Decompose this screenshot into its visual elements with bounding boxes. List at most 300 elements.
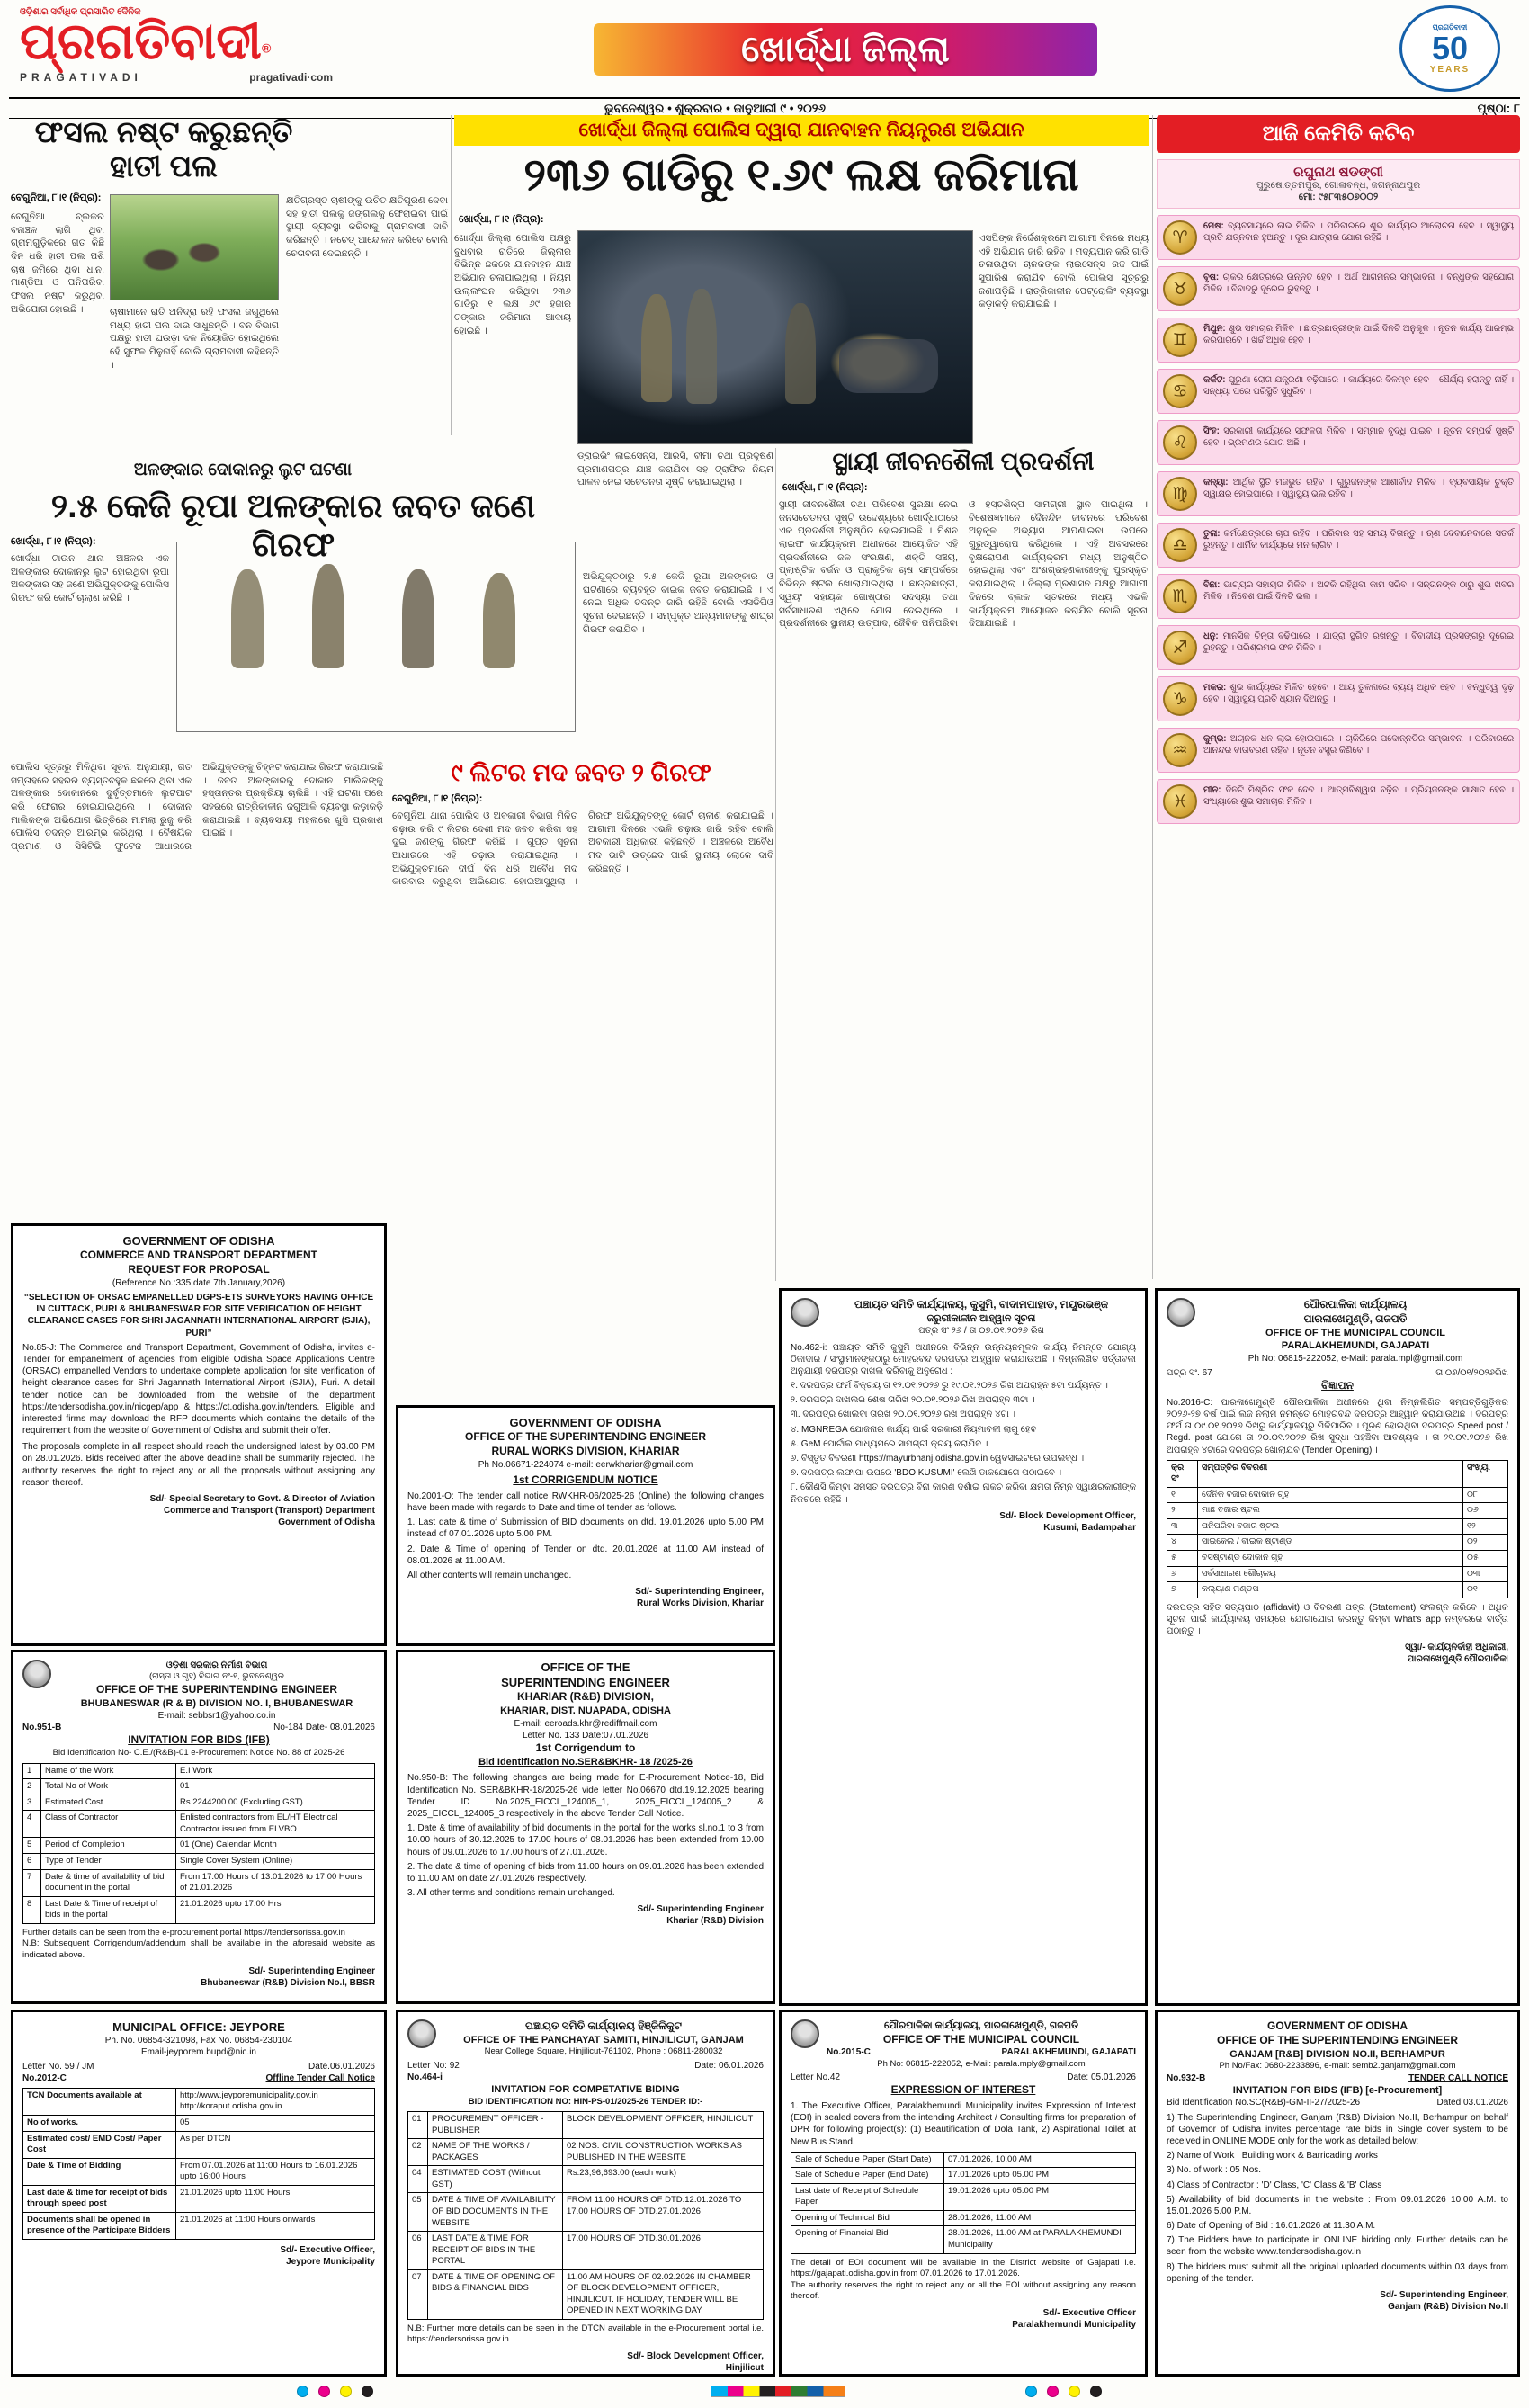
zodiac-sign-label: ମକର: (1203, 683, 1227, 693)
police-article-col-right: ଏସପିଙ୍କ ନିର୍ଦ୍ଦେଶକ୍ରମେ ଆଗାମୀ ଦିନରେ ମଧ୍ୟ ଏହି ଅଭିଯାନ ଜାରି ରହିବ । ମଦ୍ୟପାନ କରି ଗାଡି ଚଳାଉଥିବା ଚାଳକଙ୍କ ଲାଇସେନ୍ସ ରଦ୍ଦ ପାଇଁ ସୁପାରିଶ କରାଯିବ ବୋଲି ପୋଲିସ ସୂତ୍ରରୁ ଜଣାପଡ଼ିଛି । ରାତ୍ରିକାଳୀନ ପେଟ୍ରୋଲିଂ ବ୍ୟବସ୍ଥା କଡ଼ାକଡ଼ି କରାଯାଇଛି । (979, 233, 1149, 310)
bbsr-ifb-title: INVITATION FOR BIDS (IFB) (128, 1733, 270, 1747)
horoscope-item-text (1203, 374, 1514, 398)
parala-ad-signature-2: ପାରଳାଖେମୁଣ୍ଡି ପୌରପାଳିକା (1407, 1654, 1508, 1665)
lifestyle-article-body: ସ୍ଥାୟୀ ଜୀବନଶୈଳୀ ତଥା ପରିବେଶ ସୁରକ୍ଷା ନେଇ ଜନସଚେତନତା ସୃଷ୍ଟି ଉଦ୍ଦେଶ୍ୟରେ ଖୋର୍ଦ୍ଧାଠାରେ ଏକ ପ୍ରଦର୍ଶନୀ ଅନୁଷ୍ଠିତ ହୋଇଯାଇଛି । ମିଶନ ଲାଇଫ କାର୍ଯ୍ୟକ୍ରମ ଅଧୀନରେ ଆୟୋଜିତ ଏହି ପ୍ରଦର୍ଶନୀରେ ଜଳ ସଂରକ୍ଷଣ, ଶକ୍ତି ସଞ୍ଚୟ, ପ୍ଲାଷ୍ଟିକ ବର୍ଜନ ଓ ପ୍ରାକୃତିକ ଚାଷ ସମ୍ପର୍କରେ ବିଭିନ୍ନ ଷ୍ଟଲ ଖୋଲାଯାଇଥିଲା । ଛାତ୍ରଛାତ୍ରୀ, ସ୍ୱୟଂ ସହାୟକ ଗୋଷ୍ଠୀର ସଦସ୍ୟା ତଥା ସର୍ବସାଧାରଣ ଏଥିରେ ଯୋଗ ଦେଇଥିଲେ । ପ୍ରଦର୍ଶନୀରେ ସ୍ଥାନୀୟ ଉତ୍ପାଦ, ଜୈବିକ ପନିପରିବା ଓ ହସ୍ତଶିଳ୍ପ ସାମଗ୍ରୀ ସ୍ଥାନ ପାଇଥିଲା । ବିଶେଷଜ୍ଞମାନେ ଦୈନନ୍ଦିନ ଜୀବନରେ ପରିବେଶ ଅନୁକୂଳ ଅଭ୍ୟାସ ଆପଣାଇବା ଉପରେ ଗୁରୁତ୍ୱାରୋପ କରିଥିଲେ । ଏହି ଅବସରରେ ବୃକ୍ଷରୋପଣ କାର୍ଯ୍ୟକ୍ରମ ମଧ୍ୟ ଅନୁଷ୍ଠିତ ହୋଇଥିଲା ଏବଂ ଅଂଶଗ୍ରହଣକାରୀଙ୍କୁ ପୁରସ୍କୃତ କରାଯାଇଥିଲା । ଜିଲ୍ଲା ପ୍ରଶାସନ ପକ୍ଷରୁ ଆଗାମୀ ଦିନରେ ବ୍ଲକ ସ୍ତରରେ ମଧ୍ୟ ଏଭଳି କାର୍ଯ୍ୟକ୍ରମ ଆୟୋଜନ କରାଯିବ ବୋଲି ସୂଚନା ଦିଆଯାଇଛି । (779, 499, 1148, 630)
parala-ad-letter-no: ପତ୍ର ସଂ. 67 (1167, 1367, 1212, 1378)
parala-eoi-header (791, 2019, 1136, 2070)
table-row (791, 2183, 1136, 2210)
parala-eoi-letter-no: Letter No.42 (791, 2072, 841, 2083)
row-serial: 1 (23, 1763, 41, 1779)
khariar-intro: No.950-B: The following changes are being made for E-Procurement Notice-18, Bid Identification No. SER&BKHR-18/2025-26 vide letter No.06670 dtd.19.12.2025 bearing Tender ID No.2025_EICCL_124005_1, 2025_EICCL_124005_2 & 2025_EICCL_124005_3 respectively in the above Tender Call Notice. (407, 1773, 764, 1819)
zodiac-sign-icon: ♓ (1163, 784, 1197, 819)
edition-banner (594, 23, 1097, 76)
row-value: 28.01.2026, 11.00 AM (944, 2210, 1136, 2226)
photo-figure (402, 569, 434, 668)
parala-eoi-office-odia: ପୌରପାଳିକା କାର୍ଯ୍ୟାଳୟ, ପାରଳାଖେମୁଣ୍ଡି, ଗଜପତି (884, 2020, 1078, 2031)
jeypore-notice-title: Offline Tender Call Notice (265, 2072, 375, 2083)
registration-marks-right (1025, 2386, 1112, 2397)
horoscope-item-text (1203, 272, 1514, 295)
horoscope-item-text (1203, 682, 1514, 705)
parala-ad-office-en-2: PARALAKHEMUNDI, GAJAPATI (1281, 1340, 1430, 1352)
row-value: 17.00 HOURS OF DTD.30.01.2026 (563, 2232, 764, 2270)
row-serial: ୬ (1167, 1566, 1198, 1582)
hinjilicut-notice-no: No.464-i (407, 2072, 443, 2083)
row-value: Rs.23,96,693.00 (each work) (563, 2166, 764, 2193)
horoscope-astrologer-block (1157, 159, 1520, 209)
bbsr-table-body (23, 1763, 375, 1923)
parala-ad-table-body (1167, 1487, 1508, 1598)
table-row (791, 2226, 1136, 2253)
masthead-tagline: ଓଡ଼ିଶାର ସର୍ବାଧିକ ପ୍ରସାରିତ ଦୈନିକ (20, 7, 141, 17)
tender-ganjam-box (1155, 2010, 1520, 2377)
rfp-signature-2: Commerce and Transport (Transport) Department (163, 1506, 375, 1517)
anniversary-50-years-logo (1399, 5, 1500, 92)
horoscope-item (1157, 318, 1520, 363)
khariar-district: KHARIAR, DIST. NUAPADA, ODISHA (500, 1705, 671, 1717)
ganjam-govt-line: GOVERNMENT OF ODISHA (1266, 2019, 1408, 2032)
zodiac-prediction: ପୁରୁଣା ରୋଗ ଯନ୍ତ୍ରଣା ବଢ଼ିପାରେ । କାର୍ଯ୍ୟରେ ବିଳମ୍ବ ହେବ । ଧୈର୍ଯ୍ୟ ହରାନ୍ତୁ ନାହିଁ । ସନ୍ଧ୍ୟା ପରେ ପରିସ୍ଥିତି ସୁଧୁରିବ । (1203, 375, 1514, 398)
row-label: Last date & time for receipt of bids through speed post (23, 2185, 176, 2212)
jeypore-office: MUNICIPAL OFFICE: JEYPORE (112, 2020, 285, 2034)
table-row (23, 1896, 375, 1923)
row-label: କଲ୍ୟାଣ ମଣ୍ଡପ (1198, 1582, 1463, 1598)
kusumi-intro: No.462-i: ପଞ୍ଚାୟତ ସମିତି କୁସୁମି ଅଧୀନରେ ବିଭିନ୍ନ ଉନ୍ନୟନମୂଳକ କାର୍ଯ୍ୟ ନିମନ୍ତେ ଯୋଗ୍ୟ ଠିକାଦାର / ସଂସ୍ଥାମାନଙ୍କଠାରୁ ମୋହରବନ୍ଦ ଦରପତ୍ର ଆହ୍ୱାନ କରାଯାଉଅଛି । ନିମ୍ନଲିଖିତ ସର୍ତ୍ତାବଳୀ ଅନୁଯାୟୀ ଦରପତ୍ର ଦାଖଲ କରିବାକୁ ଅନୁରୋଧ : (791, 1342, 1136, 1376)
row-label: Last Date & Time of receipt of bids in the portal (41, 1896, 176, 1923)
table-row (23, 2212, 375, 2239)
parala-eoi-note-1: The detail of EOI document will be available in the District website of Gajapati i.e. https://gajapati.odisha.gov.in from 07.01.2026 to 17.01.2026. (791, 2257, 1136, 2279)
parala-ad-intro: No.2016-C: ପାରଳାଖେମୁଣ୍ଡି ପୌରପାଳିକା ଅଧୀନରେ ଥିବା ନିମ୍ନଲିଖିତ ସମ୍ପତ୍ତିଗୁଡ଼ିକର ୨୦୨୬-୨୭ ବର୍ଷ ପାଇଁ ଲିଜ ନିଲାମ ନିମନ୍ତେ ମୋହରବନ୍ଦ ଦରପତ୍ର ଆହ୍ୱାନ କରାଯାଉଅଛି । ଦରପତ୍ର ଫର୍ମ ତା ୦୯.୦୧.୨୦୨୬ ରିଖରୁ କାର୍ଯ୍ୟାଳୟରୁ ମିଳିପାରିବ । ପୂରଣ ହୋଇଥିବା ଦରପତ୍ର Speed post / Regd. post ଯୋଗେ ତା ୨୦.୦୧.୨୦୨୬ ରିଖ ସୁଦ୍ଧା ପହଞ୍ଚିବା ଆବଶ୍ୟକ । ତା ୨୧.୦୧.୨୦୨୬ ରିଖ ଅପରାହ୍ନ ୪ଟାରେ ଦରପତ୍ର ଖୋଲାଯିବ (Tender Opening) । (1167, 1397, 1508, 1455)
row-serial: ୪ (1167, 1535, 1198, 1551)
kusumi-item: ୭. ଦରପତ୍ର ଲଫାପା ଉପରେ 'BDO KUSUMI' ଲେଖି ଡାକଯୋଗେ ପଠାଇବେ । (791, 1468, 1062, 1479)
rfp-subject-quote: “SELECTION OF ORSAC EMPANELLED DGPS-ETS SURVEYORS HAVING OFFICE IN CUTTACK, PURI & BHUBANESWAR FOR SITE VERIFICATION OF HEIGHT CLEARANCE CASES FOR SHRI JAGANNATH INTERNATIONAL AIRPORT (SJIA), PURI” (23, 1293, 374, 1338)
jeypore-no-row (22, 2072, 375, 2084)
zodiac-prediction: ସରକାରୀ କାର୍ଯ୍ୟରେ ସଫଳତା ମିଳିବ । ସମ୍ମାନ ବୃଦ୍ଧି ପାଇବ । ନୂତନ ସମ୍ପର୍କ ସୃଷ୍ଟି ହେବ । ଭ୍ରମଣର ଯୋଗ ଅଛି । (1203, 426, 1514, 449)
photo-figure (785, 303, 816, 404)
silver-article-kicker: ଅଳଙ୍କାର ଦୋକାନରୁ ଲୁଟ ଘଟଣା (133, 461, 353, 479)
row-serial: 06 (408, 2232, 428, 2270)
parala-eoi-office-en: OFFICE OF THE MUNICIPAL COUNCIL (882, 2032, 1080, 2045)
horoscope-item-text (1203, 220, 1514, 244)
horoscope-item (1157, 676, 1520, 721)
row-value: 02 NOS. CIVIL CONSTRUCTION WORKS AS PUBLISHED IN THE WEBSITE (563, 2139, 764, 2166)
kusumi-item: ୧. ଦରପତ୍ର ଫର୍ମ ବିକ୍ରୟ ତା ୧୨.୦୧.୨୦୨୬ ରୁ ୧୯.୦୧.୨୦୨୬ ରିଖ ଅପରାହ୍ନ ୫ଟା ପର୍ଯ୍ୟନ୍ତ । (791, 1381, 1108, 1392)
logo-latin-name: PRAGATIVADI (20, 71, 142, 84)
row-value: As per DTCN (176, 2131, 375, 2158)
row-value: 11.00 AM HOURS OF 02.02.2026 IN CHAMBER OF BLOCK DEVELOPMENT OFFICER, HINJILICUT. IF HOLIDAY, TENDER WILL BE OPENED IN NEXT WORKING DAY (563, 2269, 764, 2319)
row-serial: 6 (23, 1853, 41, 1869)
kusumi-header (791, 1298, 1136, 1338)
parala-ad-letter-row (1167, 1367, 1508, 1379)
table-row (23, 2131, 375, 2158)
jeypore-signature-2: Jeypore Municipality (286, 2256, 375, 2267)
parala-ad-table-header-row (1167, 1460, 1508, 1487)
page-number: ପୃଷ୍ଠା: ୮ (1477, 101, 1520, 115)
parala-eoi-date: Date: 05.01.2026 (1067, 2072, 1136, 2083)
horoscope-column (1157, 115, 1520, 1279)
column-header: କ୍ର ସଂ (1167, 1460, 1198, 1487)
registered-mark: ® (261, 40, 272, 56)
table-row (1167, 1582, 1508, 1598)
khariar-bid-id: Bid Identification No.SER&BKHR- 18 /2025-26 (478, 1756, 693, 1768)
photo-figure (483, 573, 515, 668)
jeypore-table-body (23, 2088, 375, 2239)
bbsr-notice-no: No.951-B (22, 1723, 62, 1733)
khariar-items (407, 1822, 764, 1899)
anniversary-top-text: ପ୍ରଗତିବାଦୀ (1432, 22, 1468, 31)
horoscope-item (1157, 471, 1520, 516)
table-row (23, 1869, 375, 1896)
column-header: ସଂଖ୍ୟା (1463, 1460, 1508, 1487)
row-serial: 7 (23, 1869, 41, 1896)
row-label: Opening of Technical Bid (791, 2210, 944, 2226)
rfp-paragraph-1: No.85-J: The Commerce and Transport Department, Government of Odisha, invites e-Tender for empanelment of agencies from eligible Odisha Space Applications Centre (ORSAC) empanelled Vendors to undertake complete application for site verification of height clearance cases for Shri Jagannath International Airport (SJIA), Puri. A detail tender notice can be downloaded from the website of the department https://tendersodisha.gov.in/nicgep/app & https://ct.odisha.gov.in/tenders. Eligible and interested firms may download the RFP documents which contains the details of the requirement from the website of Government of Odisha and submit their offer. (22, 1342, 375, 1437)
silver-article-headline: ୨.୫ କେଜି ରୂପା ଅଳଙ୍କାର ଜବତ ଜଣେ ଗିରଫ (50, 488, 536, 563)
row-label: Date & time of availability of bid document in the portal (41, 1869, 176, 1896)
zodiac-sign-label: କର୍କଟ: (1203, 375, 1226, 385)
registration-dot-cyan (1025, 2386, 1037, 2397)
hinjilicut-header (407, 2019, 764, 2058)
khariar-office-2: SUPERINTENDING ENGINEER (501, 1676, 670, 1690)
khariar-item: 1. Date & time of availability of bid documents in the portal for the works sl.no.1 to 3 from 10.00 hours of 30.12.2025 to 17.00 hours of 08.01.2026 has been extended from 10.00 hours of 09.01.2026 to 17.00 hours of 27.01.2026. (407, 1823, 764, 1857)
masthead-logo-block (20, 7, 398, 84)
zodiac-sign-label: ମେଷ: (1203, 221, 1224, 231)
ganjam-no-row (1167, 2072, 1508, 2084)
parala-ad-note: ଦରପତ୍ର ସହିତ ସତ୍ୟପାଠ (affidavit) ଓ ବିବରଣୀ ପତ୍ର (Statement) ସଂଲଗ୍ନ କରିବେ । ଅଧିକ ସୂଚନା ପାଇଁ କାର୍ଯ୍ୟାଳୟ ସମୟରେ ଯୋଗାଯୋଗ କରନ୍ତୁ କିମ୍ବା What's app ନମ୍ବରରେ ବାର୍ତ୍ତା ପଠାନ୍ତୁ । (1167, 1602, 1508, 1636)
hinjilicut-office-odia: ପଞ୍ଚାୟତ ସମିତି କାର୍ଯ୍ୟାଳୟ ହିଞ୍ଜିଳିକୁଟ (525, 2019, 682, 2032)
horoscope-item-text (1203, 528, 1514, 551)
rfp-signature-1: Sd/- Special Secretary to Govt. & Director of Aviation (149, 1494, 375, 1504)
horoscope-item (1157, 728, 1520, 773)
row-label: Name of the Work (41, 1763, 176, 1779)
parala-eoi-signature-1: Sd/- Executive Officer (1042, 2307, 1136, 2318)
jeypore-letter-no: Letter No. 59 / JM (22, 2061, 94, 2072)
registration-dot-yellow (1069, 2386, 1080, 2397)
row-value: 01 (One) Calendar Month (176, 1838, 375, 1854)
astrologer-phone: ମୋ: ୯୫୮୩୫୦୭୦୦୨ (1298, 192, 1379, 202)
registration-dot-yellow (340, 2386, 352, 2397)
table-row (791, 2168, 1136, 2184)
row-label: ଦୈନିକ ବଜାର ଦୋକାନ ଗୃହ (1198, 1487, 1463, 1503)
khariar-email: E-mail: eeroads.khr@rediffmail.com (514, 1718, 657, 1729)
horoscope-item-text (1203, 784, 1514, 808)
row-label: Opening of Financial Bid (791, 2226, 944, 2253)
lifestyle-article-byline: ଖୋର୍ଦ୍ଧା, ୮।୧ (ନିପ୍ର): (782, 482, 868, 493)
zodiac-sign-icon: ♏ (1163, 579, 1197, 613)
rural-office-line: OFFICE OF THE SUPERINTENDING ENGINEER (464, 1430, 707, 1444)
horoscope-item (1157, 574, 1520, 619)
row-serial: 3 (23, 1795, 41, 1811)
jeypore-letter-row (22, 2061, 375, 2072)
hinjilicut-bid-id: BID IDENTIFICATION NO: HIN-PS-01/2025-26 TENDER ID:- (468, 2096, 703, 2107)
ganjam-item: 7) The Bidders have to participate in ONLINE bidding only. Further details can be seen from the website www.tendersodisha.gov.in (1167, 2235, 1508, 2258)
zodiac-sign-icon: ♋ (1163, 374, 1197, 408)
hinjilicut-date: Date: 06.01.2026 (694, 2060, 764, 2071)
silver-article-col-right: ଅଭିଯୁକ୍ତଠାରୁ ୨.୫ କେଜି ରୂପା ଅଳଙ୍କାର ଓ ଘଟଣାରେ ବ୍ୟବହୃତ ବାଇକ ଜବତ କରାଯାଇଛି । ଏ ନେଇ ଅଧିକ ତଦନ୍ତ ଜାରି ରହିଛି ବୋଲି ଏସଡିପିଓ ସୂଚନା ଦେଇଛନ୍ତି । ସମ୍ପୃକ୍ତ ଅନ୍ୟମାନଙ୍କୁ ଶୀଘ୍ର ଗିରଫ କରାଯିବ । (583, 571, 773, 635)
kusumi-signature-2: Kusumi, Badampahar (1043, 1522, 1136, 1533)
khariar-item: 3. All other terms and conditions remain unchanged. (407, 1888, 615, 1899)
parala-ad-office-en-1: OFFICE OF THE MUNICIPAL COUNCIL (1265, 1327, 1446, 1338)
row-value: http://www.jeyporemunicipality.gov.in http://koraput.odisha.gov.in (176, 2088, 375, 2115)
zodiac-prediction: ଭାଗ୍ୟର ସହାୟତା ମିଳିବ । ଅଟକି ରହିଥିବା କାମ ସରିବ । ସନ୍ତାନଙ୍କ ଠାରୁ ଶୁଭ ଖବର ମିଳିବ । ନିବେଶ ପାଇଁ ଦିନଟି ଭଲ । (1203, 580, 1514, 603)
zodiac-prediction: ଚାକିରି କ୍ଷେତ୍ରରେ ଉନ୍ନତି ହେବ । ଅର୍ଥ ଆଗମନର ସମ୍ଭାବନା । ବନ୍ଧୁଙ୍କ ସହଯୋଗ ମିଳିବ । ବିବାଦରୁ ଦୂରେଇ ରୁହନ୍ତୁ । (1203, 273, 1514, 295)
bbsr-no-row (22, 1722, 375, 1733)
parala-ad-table (1167, 1460, 1508, 1598)
silver-article-col-left: ଖୋର୍ଦ୍ଧା ଟାଉନ ଥାନା ଅଞ୍ଚଳର ଏକ ଅଳଙ୍କାର ଦୋକାନରୁ ଲୁଟ ହୋଇଥିବା ରୂପା ଅଳଙ୍କାର ସହ ଜଣେ ଅଭିଯୁକ୍ତଙ୍କୁ ପୋଲିସ ଗିରଫ କରି କୋର୍ଟ ଚାଲାଣ କରିଛି । (11, 553, 169, 604)
row-label: No of works. (23, 2115, 176, 2131)
ganjam-items (1167, 2112, 1508, 2285)
ganjam-item: 1) The Superintending Engineer, Ganjam (R&B) Division No.II, Berhampur on behalf of Governor of Odisha invites percentage rate bids in Single cover system to be received in ONLINE MODE only for the work as detailed below: (1167, 2112, 1508, 2146)
khariar-division: KHARIAR (R&B) DIVISION, (517, 1690, 654, 1704)
hinjilicut-title: INVITATION FOR COMPETATIVE BIDING (491, 2084, 680, 2096)
bbsr-letter-line: No-184 Date- 08.01.2026 (273, 1723, 375, 1733)
row-value: 28.01.2026, 11.00 AM at PARALAKHEMUNDI Municipality (944, 2226, 1136, 2253)
liquor-article-headline: ୯ ଲିଟର ମଦ ଜବତ ୨ ଗିରଫ (451, 759, 711, 786)
parala-ad-date: ତା.୦୬/୦୧/୨୦୨୬ରିଖ (1435, 1367, 1508, 1378)
table-row (408, 2139, 764, 2166)
row-serial: 05 (408, 2193, 428, 2232)
row-label: PROCUREMENT OFFICER - PUBLISHER (428, 2112, 563, 2139)
ganjam-bid-id: Bid Identification No.SC(R&B)-GM-II-27/2025-26 (1167, 2098, 1361, 2108)
silver-seizure-photo (176, 542, 576, 732)
rfp-paragraph-2: The proposals complete in all respect should reach the undersigned latest by 03.00 PM on 28.01.2026. Bids received after the above deadline shall be summarily rejected. The authority reserves the right to reject any or all the proposals without assigning any reason thereof. (22, 1442, 375, 1488)
police-article-byline: ଖୋର୍ଦ୍ଧା, ୮।୧ (ନିପ୍ର): (459, 214, 544, 225)
elephant-article-byline: ବେଗୁନିଆ, ୮।୧ (ନିପ୍ର): (11, 192, 102, 203)
row-serial: 8 (23, 1896, 41, 1923)
rural-closing: All other contents will remain unchanged. (407, 1570, 572, 1580)
table-row (23, 2158, 375, 2185)
row-value: 17.01.2026 upto 05.00 PM (944, 2168, 1136, 2184)
zodiac-sign-label: ମୀନ: (1203, 785, 1221, 795)
row-value: ୦୧ (1463, 1582, 1508, 1598)
horoscope-item-text (1203, 425, 1514, 449)
row-serial: 04 (408, 2166, 428, 2193)
row-serial: ୭ (1167, 1582, 1198, 1598)
ganjam-item: 8) The bidders must submit all the original uploaded documents within 03 days from opening of the tender. (1167, 2261, 1508, 2284)
tender-rfp-box (11, 1223, 387, 1646)
ganjam-office-line: OFFICE OF THE SUPERINTENDING ENGINEER (1216, 2033, 1459, 2046)
tender-jeypore-box (11, 2010, 387, 2377)
zodiac-sign-label: କୁମ୍ଭ: (1203, 734, 1227, 744)
tender-khariar-box (396, 1650, 775, 2004)
hinjilicut-letter-row (407, 2060, 764, 2072)
horoscope-item (1157, 523, 1520, 568)
parala-ad-contact: Ph No: 06815-222052, e-Mail: parala.mpl@gmail.com (1247, 1353, 1463, 1364)
silver-article-byline: ଖୋର୍ଦ୍ଧା, ୮।୧ (ନିପ୍ର): (11, 536, 96, 547)
table-row (23, 2088, 375, 2115)
parala-ad-title: ବିଜ୍ଞାପନ (1321, 1379, 1354, 1392)
ganjam-notice-no: No.932-B (1167, 2072, 1206, 2083)
row-label: Last date of Receipt of Schedule Paper (791, 2183, 944, 2210)
hinjilicut-letter-no: Letter No: 92 (407, 2060, 460, 2071)
row-label: Total No of Work (41, 1779, 176, 1795)
anniversary-years-text: YEARS (1429, 64, 1471, 75)
kusumi-item: ୬. ବିସ୍ତୃତ ବିବରଣୀ https://mayurbhanj.odisha.gov.in ୱେବସାଇଟରେ ଉପଲବ୍ଧ । (791, 1454, 1085, 1464)
row-serial: 02 (408, 2139, 428, 2166)
hinjilicut-contact: Near College Square, Hinjilicut-761102, Phone : 06811-280032 (484, 2046, 723, 2057)
dateline-text: ଭୁବନେଶ୍ୱର • ଶୁକ୍ରବାର • ଜାନୁଆରୀ ୯ • ୨୦୨୬ (604, 101, 826, 115)
zodiac-prediction: ଅଚାନକ ଧନ ଲାଭ ହୋଇପାରେ । ଚାକିରିରେ ପଦୋନ୍ନତିର ସମ୍ଭାବନା । ପରିବାରରେ ଆନନ୍ଦର ବାତାବରଣ ରହିବ । ନୂତନ ବସ୍ତ୍ର କିଣିବେ । (1203, 734, 1514, 756)
kusumi-item: ୨. ଦରପତ୍ର ଦାଖଲର ଶେଷ ତାରିଖ ୨୦.୦୧.୨୦୨୬ ରିଖ ଅପରାହ୍ନ ୩ଟା । (791, 1395, 1035, 1406)
row-label: Date & Time of Bidding (23, 2158, 176, 2185)
row-label: ସର୍ବସାଧାରଣ ଶୌଚାଳୟ (1198, 1566, 1463, 1582)
table-row (23, 1853, 375, 1869)
horoscope-item (1157, 420, 1520, 465)
silver-article-continuation: ପୋଲିସ ସୂତ୍ରରୁ ମିଳିଥିବା ସୂଚନା ଅନୁଯାୟୀ, ଗତ ସପ୍ତାହରେ ସହରର ବ୍ୟସ୍ତବହୁଳ ଛକରେ ଥିବା ଏକ ଅଳଙ୍କାର ଦୋକାନରେ ଦୁର୍ବୃତ୍ତମାନେ ଲୁଟପାଟ କରି ଫେରାର ହୋଇଯାଇଥିଲେ । ଦୋକାନ ମାଲିକଙ୍କ ଅଭିଯୋଗ ଭିତ୍ତିରେ ମାମଲା ରୁଜୁ କରି ପୋଲିସ ତଦନ୍ତ ଆରମ୍ଭ କରିଥିଲା । ବୈଷୟିକ ପ୍ରମାଣ ଓ ସିସିଟିଭି ଫୁଟେଜ ଆଧାରରେ ଅଭିଯୁକ୍ତଙ୍କୁ ଚିହ୍ନଟ କରାଯାଇ ଗିରଫ କରାଯାଇଛି । ଜବତ ଅଳଙ୍କାରକୁ ଦୋକାନ ମାଲିକଙ୍କୁ ହସ୍ତାନ୍ତର ପ୍ରକ୍ରିୟା ଚାଲିଛି । ଏହି ଘଟଣା ପରେ ସହରରେ ରାତ୍ରିକାଳୀନ ଜଗୁଆଳି ବ୍ୟବସ୍ଥା କଡ଼ାକଡ଼ି କରାଯାଇଛି । ବ୍ୟବସାୟୀ ମହଲରେ ଖୁସି ପ୍ରକାଶ ପାଇଛି । (11, 762, 383, 853)
zodiac-sign-icon: ♑ (1163, 682, 1197, 716)
row-label: DATE & TIME OF OPENING OF BIDS & FINANCIAL BIDS (428, 2269, 563, 2319)
horoscope-item-text (1203, 477, 1514, 500)
table-row (1167, 1535, 1508, 1551)
zodiac-sign-label: ମିଥୁନ: (1203, 324, 1226, 334)
parala-eoi-intro: 1. The Executive Officer, Paralakhemundi Municipality invites Expression of Interest (EOI) in sealed covers from the intending Architect / Consulting firms for preparation of DPR for following project(s): (1) Beautification of Dola Tank, 2) Aspirational Toilet at New Bus Stand. (791, 2101, 1136, 2147)
row-serial: ୧ (1167, 1487, 1198, 1503)
parala-ad-office-odia-1: ପୌରପାଳିକା କାର୍ଯ୍ୟାଳୟ (1303, 1298, 1408, 1311)
odisha-govt-emblem-icon (791, 1298, 819, 1327)
rural-division-line: RURAL WORKS DIVISION, KHARIAR (491, 1444, 680, 1457)
khariar-corrigendum-title: 1st Corrigendum to (535, 1741, 636, 1755)
kusumi-item: ୮. କୌଣସି କିମ୍ବା ସମସ୍ତ ଦରପତ୍ର ବିନା କାରଣ ଦର୍ଶାଇ ନାକଚ କରିବା କ୍ଷମତା ନିମ୍ନ ସ୍ୱାକ୍ଷରକାରୀଙ୍କ ନିକଟରେ ରହିଛି । (791, 1482, 1136, 1505)
table-row (1167, 1503, 1508, 1519)
row-serial: 5 (23, 1838, 41, 1854)
row-label: ସାଇକେଲ / ବାଇକ ଷ୍ଟାଣ୍ଡ (1198, 1535, 1463, 1551)
horoscope-item-text (1203, 323, 1514, 346)
rural-govt-line: GOVERNMENT OF ODISHA (509, 1416, 662, 1429)
registration-marks-left (297, 2386, 383, 2397)
row-label: Estimated cost/ EMD Cost/ Paper Cost (23, 2131, 176, 2158)
table-row (23, 1811, 375, 1838)
zodiac-sign-label: ବୃଷ: (1203, 273, 1220, 282)
row-value: ୦୬ (1463, 1503, 1508, 1519)
row-label: Documents shall be opened in presence of the Participate Bidders (23, 2212, 176, 2239)
newspaper-logo: ପ୍ରଗତିବାଦୀ® (20, 14, 272, 70)
ganjam-date: Dated.03.01.2026 (1436, 2098, 1508, 2108)
bbsr-division-line: BHUBANESWAR (R & B) DIVISION NO. I, BHUBANESWAR (80, 1697, 353, 1709)
jeypore-signature-1: Sd/- Executive Officer, (280, 2244, 375, 2255)
liquor-article-byline: ବେଗୁନିଆ, ୮।୧ (ନିପ୍ର): (392, 793, 483, 804)
parala-ad-office-odia-2: ପାରଳାଖେମୁଣ୍ଡି, ଗଜପତି (1303, 1311, 1408, 1325)
row-serial: 4 (23, 1811, 41, 1838)
table-row (1167, 1518, 1508, 1535)
kusumi-letter-line: ପତ୍ର ସଂ ୨୬ / ତା ୦୭.୦୧.୨୦୨୬ ରିଖ (918, 1326, 1044, 1337)
kusumi-item: ୫. GeM ପୋର୍ଟାଲ ମାଧ୍ୟମରେ ସାମଗ୍ରୀ କ୍ରୟ କରାଯିବ । (791, 1438, 988, 1449)
registration-dot-magenta (318, 2386, 330, 2397)
astrologer-name: ରଘୁନାଥ ଷଡଙ୍ଗୀ (1293, 165, 1383, 180)
table-row (408, 2193, 764, 2232)
parala-eoi-notice-no: No.2015-C (827, 2047, 871, 2058)
row-label: TCN Documents available at (23, 2088, 176, 2115)
zodiac-sign-label: ବିଛା: (1203, 580, 1221, 590)
row-value: ୦୫ (1463, 1551, 1508, 1567)
zodiac-sign-icon: ♎ (1163, 528, 1197, 562)
photo-figure (312, 564, 344, 668)
horoscope-item (1157, 266, 1520, 311)
row-value: 21.01.2026 upto 11:00 Hours (176, 2185, 375, 2212)
zodiac-sign-label: କନ୍ୟା: (1203, 478, 1229, 488)
bbsr-bid-id: Bid Identification No- C.E./(R&B)-01 e-Procurement Notice No. 88 of 2025-26 (52, 1748, 345, 1759)
zodiac-sign-label: ତୁଳା: (1203, 529, 1221, 539)
row-serial: 2 (23, 1779, 41, 1795)
parala-eoi-title: EXPRESSION OF INTEREST (890, 2083, 1036, 2097)
row-label: ESTIMATED COST (Without GST) (428, 2166, 563, 2193)
zodiac-sign-icon: ♉ (1163, 272, 1197, 306)
bbsr-signature-2: Bhubaneswar (R&B) Division No.I, BBSR (201, 1978, 375, 1989)
row-value: 21.01.2026 at 11:00 Hours onwards (176, 2212, 375, 2239)
bbsr-footnote: Further details can be seen from the e-procurement portal https://tendersorissa.gov.in (22, 1927, 345, 1938)
row-label: LAST DATE & TIME FOR RECEIPT OF BIDS IN THE PORTAL (428, 2232, 563, 2270)
table-row (791, 2210, 1136, 2226)
row-value: Enlisted contractors from EL/HT Electrical Contractor issued from ELVBO (176, 1811, 375, 1838)
table-row (408, 2112, 764, 2139)
rfp-dept-line: COMMERCE AND TRANSPORT DEPARTMENT (80, 1249, 317, 1262)
hinjilicut-signature-2: Hinjilicut (725, 2363, 764, 2374)
elephant-field-photo (110, 194, 279, 300)
hinjilicut-nb: N.B: Further more details can be seen in the DTCN available in the e-Procurement portal i.e. https://tendersorissa.gov.in (407, 2323, 764, 2345)
zodiac-prediction: ଦିନଟି ମିଶ୍ରିତ ଫଳ ଦେବ । ଆତ୍ମବିଶ୍ୱାସ ବଢ଼ିବ । ପ୍ରିୟଜନଙ୍କ ସାକ୍ଷାତ ହେବ । ସଂଧ୍ୟାରେ ଶୁଭ ସମାଚାର ମିଳିବ । (1203, 785, 1514, 808)
ganjam-item: 2) Name of Work : Building work & Barricading works (1167, 2151, 1378, 2162)
jeypore-email: Email-jeyporem.bupd@nic.in (141, 2047, 256, 2058)
row-value: ୧୨ (1463, 1518, 1508, 1535)
zodiac-sign-label: ସିଂହ: (1203, 426, 1220, 436)
photo-figure (686, 289, 717, 404)
bbsr-odia-line-2: (ରାସ୍ତା ଓ ଗୃହ) ବିଭାଗ ନଂ-୧, ଭୁବନେଶ୍ୱର (148, 1671, 285, 1682)
ganjam-item: 6) Date of Opening of Bid : 16.01.2026 at 11.30 A.M. (1167, 2221, 1376, 2232)
bbsr-email: E-mail: sebbsr1@yahoo.co.in (157, 1711, 276, 1722)
zodiac-prediction: ଶୁଭ ସମାଚାର ମିଳିବ । ଛାତ୍ରଛାତ୍ରୀଙ୍କ ପାଇଁ ଦିନଟି ଅନୁକୂଳ । ନୂତନ କାର୍ଯ୍ୟ ଆରମ୍ଭ କରିପାରିବେ । ଖର୍ଚ୍ଚ ଅଧିକ ହେବ । (1203, 324, 1514, 346)
elephant-article-headline: ଫସଲ ନଷ୍ଟ କରୁଛନ୍ତି ହାତୀ ପଲ (34, 115, 293, 183)
khariar-signature-1: Sd/- Superintending Engineer (637, 1904, 764, 1915)
bbsr-ifb-table (22, 1763, 375, 1924)
photo-motorcycle (839, 339, 938, 393)
ganjam-signature-1: Sd/- Superintending Engineer, (1380, 2290, 1508, 2301)
row-label: Period of Completion (41, 1838, 176, 1854)
police-article-col-left: ଖୋର୍ଦ୍ଧା ଜିଲ୍ଲା ପୋଲିସ ପକ୍ଷରୁ ବୁଧବାର ରାତିରେ ଜିଲ୍ଲାର ବିଭିନ୍ନ ଛକରେ ଯାନବାହନ ଯାଞ୍ଚ ଅଭିଯାନ ଚଳାଯାଇଥିଲା । ନିୟମ ଉଲ୍ଲଂଘନ କରିଥିବା ୨୩୬ ଗାଡିରୁ ୧ ଲକ୍ଷ ୬୯ ହଜାର ଟଙ୍କାର ଜରିମାନା ଆଦାୟ ହୋଇଛି । (454, 233, 571, 336)
photo-figure (641, 294, 672, 402)
jeypore-notice-no: No.2012-C (22, 2072, 67, 2083)
khariar-letter: Letter No. 133 Date:07.01.2026 (522, 1730, 649, 1741)
rfp-reference: (Reference No.:335 date 7th January,2026) (112, 1277, 286, 1288)
horoscope-item (1157, 369, 1520, 414)
rural-signature-2: Rural Works Division, Khariar (637, 1598, 764, 1609)
tender-bbsr-box (11, 1650, 387, 2004)
zodiac-prediction: ମାନସିକ ଚିନ୍ତା ବଢ଼ିପାରେ । ଯାତ୍ରା ସ୍ଥଗିତ ରଖନ୍ତୁ । ବିବାଦୀୟ ପ୍ରସଙ୍ଗରୁ ଦୂରେଇ ରୁହନ୍ତୁ । ପରିଶ୍ରମର ଫଳ ମିଳିବ । (1203, 631, 1514, 654)
zodiac-prediction: କର୍ମକ୍ଷେତ୍ରରେ ଚାପ ରହିବ । ପରିବାର ସହ ସମୟ ବିତାନ୍ତୁ । ଋଣ ଦେବାନେବାରେ ସତର୍କ ରୁହନ୍ତୁ । ଧାର୍ମିକ କାର୍ଯ୍ୟରେ ମନ ଲାଗିବ । (1203, 529, 1514, 551)
row-value: 19.01.2026 upto 05.00 PM (944, 2183, 1136, 2210)
liquor-article-body: ବେଗୁନିଆ ଥାନା ପୋଲିସ ଓ ଅବକାରୀ ବିଭାଗ ମିଳିତ ଚଢ଼ାଉ କରି ୯ ଲିଟର ଦେଶୀ ମଦ ଜବତ କରିବା ସହ ଦୁଇ ଜଣଙ୍କୁ ଗିରଫ କରିଛି । ଗୁପ୍ତ ସୂଚନା ଆଧାରରେ ଏହି ଚଢ଼ାଉ କରାଯାଇଥିଲା । ଅଭିଯୁକ୍ତମାନେ ଦୀର୍ଘ ଦିନ ଧରି ଅବୈଧ ମଦ କାରବାର କରୁଥିବା ଅଭିଯୋଗ ହୋଇଆସୁଥିଲା । ଗିରଫ ଅଭିଯୁକ୍ତଙ୍କୁ କୋର୍ଟ ଚାଲାଣ କରାଯାଇଛି । ଆଗାମୀ ଦିନରେ ଏଭଳି ଚଢ଼ାଉ ଜାରି ରହିବ ବୋଲି ଅବକାରୀ ଅଧିକାରୀ କହିଛନ୍ତି । ଅଞ୍ଚଳରେ ଅବୈଧ ମଦ ଭାଟି ଉଚ୍ଛେଦ ପାଇଁ ସ୍ଥାନୀୟ ଲୋକେ ଦାବି କରିଛନ୍ତି । (392, 810, 773, 888)
parala-eoi-signature-2: Paralakhemundi Municipality (1012, 2319, 1136, 2330)
table-row (1167, 1551, 1508, 1567)
table-row (23, 1838, 375, 1854)
color-calibration-strip (711, 2386, 845, 2397)
zodiac-prediction: ଆର୍ଥିକ ସ୍ଥିତି ମଜଭୁତ ରହିବ । ଗୁରୁଜନଙ୍କ ଆଶୀର୍ବାଦ ମିଳିବ । ବ୍ୟବସାୟିକ ଚୁକ୍ତି ସ୍ୱାକ୍ଷର ହୋଇପାରେ । ସ୍ୱାସ୍ଥ୍ୟ ଭଲ ରହିବ । (1203, 478, 1514, 500)
row-value: E.I Work (176, 1763, 375, 1779)
registration-dot-black (1090, 2386, 1102, 2397)
kusumi-signature-1: Sd/- Block Development Officer, (999, 1510, 1136, 1521)
hinjilicut-signature-1: Sd/- Block Development Officer, (627, 2350, 764, 2361)
horoscope-item (1157, 779, 1520, 824)
khariar-office-1: OFFICE OF THE (541, 1661, 630, 1674)
horoscope-item (1157, 625, 1520, 670)
row-value: 05 (176, 2115, 375, 2131)
column-header: ସମ୍ପତ୍ତିର ବିବରଣୀ (1198, 1460, 1463, 1487)
horoscope-list (1157, 215, 1520, 824)
row-label: Estimated Cost (41, 1795, 176, 1811)
row-label: DATE & TIME OF AVAILABILITY OF BID DOCUMENTS IN THE WEBSITE (428, 2193, 563, 2232)
hinjilicut-table-body (408, 2112, 764, 2320)
parala-eoi-letter-row (791, 2072, 1136, 2083)
rural-item: 1. Last date & time of Submission of BID documents on dtd. 19.01.2026 upto 5.00 PM instead of 07.01.2026 upto 5.00 PM. (407, 1517, 764, 1540)
horoscope-item-text (1203, 733, 1514, 756)
jeypore-contact: Ph. No. 06854-321098, Fax No. 06854-230104 (104, 2036, 293, 2046)
